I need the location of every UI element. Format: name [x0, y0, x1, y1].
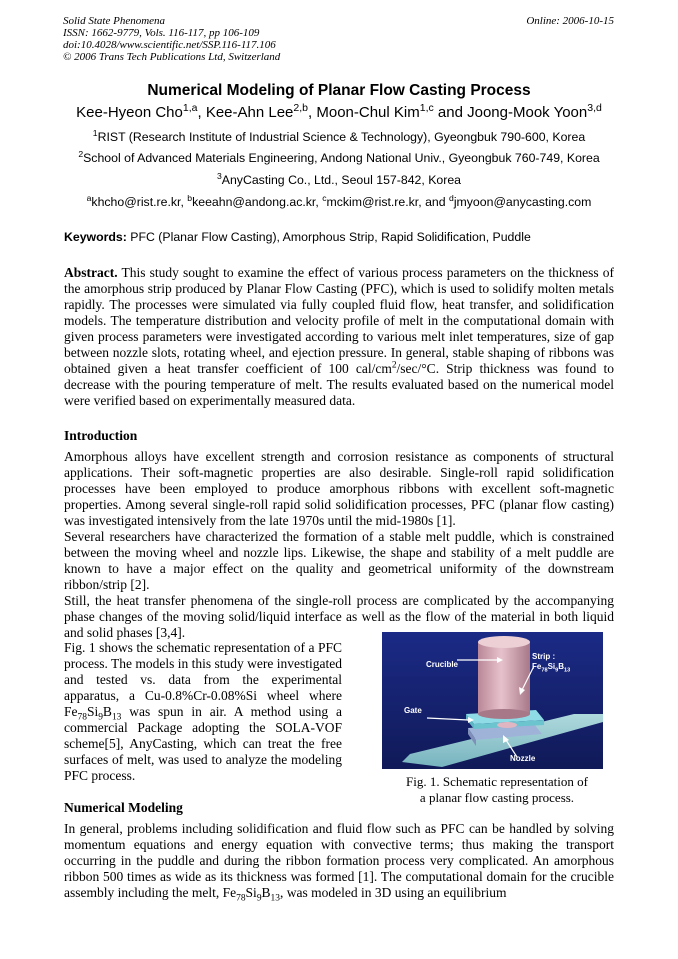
label-gate: Gate — [404, 706, 422, 715]
email-key: c — [322, 192, 327, 203]
text-run: Si — [547, 662, 556, 671]
email-separator: , and — [418, 195, 450, 209]
email-address[interactable]: keeahn@andong.ac.kr — [192, 195, 316, 209]
paragraph: Several researchers have characterized the formation of a stable melt puddle, which is constrained between the moving wheel and nozzle lips. Likewise, the shape and stability of a melt puddle are known to have a major effect on the quality and geometrical uniformity of the downstream ribbon/strip [2]. — [64, 529, 614, 592]
journal-name: Solid State Phenomena — [63, 15, 166, 27]
text-run: Fig. 1 shows the schematic representation of a PFC process. The models in this study were investigated and tested vs. data from the experimental apparatus, a Cu-0.8%Cr-0.08%Si wheel where Fe — [64, 640, 342, 719]
email-list — [0, 192, 678, 209]
affiliation-number: 2 — [78, 148, 84, 159]
email-address[interactable]: jmyoon@anycasting.com — [453, 195, 592, 209]
figure-reference-paragraph — [64, 640, 342, 784]
subscript: 9 — [555, 667, 559, 674]
affiliation-text: AnyCasting Co., Ltd., Seoul 157-842, Korea — [221, 173, 462, 187]
paragraph: Amorphous alloys have excellent strength and corrosion resistance as components of structural applications. Their soft-magnetic properties are also desirable. Single-roll rapid solidification processes have been employed to produce amorphous ribbons with excellent soft-magnetic properties. Among several single-roll rapid solid solidification processes, PFC (planar flow casting) was investigated intensively from the late 1970s until the mid-1980s [1]. — [64, 449, 614, 528]
label-crucible: Crucible — [426, 660, 459, 669]
copyright-line: © 2006 Trans Tech Publications Ltd, Switzerland — [63, 51, 281, 63]
email-key: d — [449, 192, 454, 203]
author-name: Joong-Mook Yoon — [467, 104, 588, 121]
abstract-text-cont: /sec/°C. Strip thickness was found to decrease with the pouring temperature of melt. The results evaluated based on the numerical model were verified based on experimentally measured data. — [64, 361, 614, 408]
email-key: b — [187, 192, 193, 203]
text-run: , was modeled in 3D using an equilibrium — [279, 885, 507, 900]
affiliation — [0, 170, 678, 187]
figure-caption — [372, 774, 622, 806]
email-separator: , — [180, 195, 188, 209]
subscript: 9 — [256, 893, 262, 904]
keywords — [64, 230, 531, 244]
doi-line: doi:10.4028/www.scientific.net/SSP.116-117.106 — [63, 39, 276, 51]
label-strip-formula — [532, 662, 570, 672]
email-key: a — [86, 192, 92, 203]
author-name: Kee-Hyeon Cho — [76, 104, 183, 121]
affiliation-text: School of Advanced Materials Engineering, Andong National Univ., Gyeongbuk 760-749, Korea — [83, 151, 600, 165]
author-separator: and — [433, 104, 468, 121]
text-run: Si — [245, 885, 257, 900]
affiliation — [0, 127, 678, 144]
text-run: Si — [86, 704, 99, 719]
numerical-body — [64, 821, 614, 904]
author-affil-sup: 1,a — [182, 102, 198, 114]
author-affil-sup: 2,b — [293, 102, 309, 114]
subscript: 13 — [564, 667, 571, 674]
keywords-text: PFC (Planar Flow Casting), Amorphous Strip, Rapid Solidification, Puddle — [130, 230, 531, 244]
section-heading-introduction: Introduction — [64, 428, 138, 443]
text-run: B — [261, 885, 271, 900]
affiliation-text: RIST (Research Institute of Industrial Science & Technology), Gyeongbuk 790-600, Korea — [97, 130, 586, 144]
abstract — [64, 265, 614, 409]
author-affil-sup: 3,d — [587, 102, 602, 114]
abstract-label: Abstract. — [64, 265, 118, 280]
paper-title: Numerical Modeling of Planar Flow Casting Process — [147, 82, 531, 99]
intro-body — [64, 449, 614, 641]
subscript: 78 — [541, 667, 548, 674]
affiliation — [0, 148, 678, 165]
caption-line: Fig. 1. Schematic representation of — [406, 774, 588, 789]
text-run: B — [102, 704, 112, 719]
subscript: 9 — [98, 712, 103, 723]
email-separator: , — [315, 195, 323, 209]
label-nozzle: Nozzle — [510, 754, 536, 763]
text-run: In general, problems including solidification and fluid flow such as PFC can be handled by solving momentum equations and energy equation with convective terms; thus making the transport occurring in the puddle and during the ribbon formation process very complicated. An amorphous ribbon 500 times as wide as its thickness was formed [1]. The computational domain for the crucible assembly including the melt, Fe — [64, 821, 614, 900]
label-strip — [532, 652, 570, 672]
author-name: Kee-Ahn Lee — [205, 104, 294, 121]
email-address[interactable]: khcho@rist.re.kr — [91, 195, 181, 209]
caption-line: a planar flow casting process. — [419, 790, 575, 805]
issn-line: ISSN: 1662-9779, Vols. 116-117, pp 106-109 — [63, 27, 260, 39]
online-date: Online: 2006-10-15 — [526, 15, 614, 27]
author-name: Moon-Chul Kim — [316, 104, 420, 121]
affiliation-number: 3 — [216, 170, 222, 181]
abstract-text: This study sought to examine the effect of various process parameters on the thickness of the amorphous strip produced by Planar Flow Casting (PFC), which is used to solidify molten metals rapidly. The processes were simulated via fully coupled fluid flow, heat transfer, and solidification models. The temperature distribution and velocity profile of melt in the computational domain with given process parameters were investigated according to various melt inlet temperatures, size of gap between nozzle slots, rotating wheel, and ejection pressure. In general, stable shaping of ribbons was obtained given a heat transfer coefficient of 100 cal/cm — [64, 265, 614, 376]
author-separator: , — [308, 104, 317, 121]
text-run: was spun in air. A method using a commercial Package adopting the SOLA-VOF scheme[5], AnyCasting, which can treat the free surfaces of melt, was used to analyze the modeling PFC process. — [64, 704, 342, 783]
abstract-sup: 2 — [391, 360, 397, 371]
keywords-label: Keywords: — [64, 230, 127, 244]
paragraph: Still, the heat transfer phenomena of the single-roll process are complicated by the accompanying phase changes of the moving solid/liquid interface as well as the flow of the material in both liquid and solid phases [3,4]. — [64, 593, 614, 640]
subscript: 78 — [77, 712, 87, 723]
author-affil-sup: 1,c — [419, 102, 434, 114]
affiliation-number: 1 — [92, 127, 98, 138]
label-strip-title: Strip : — [532, 652, 556, 661]
figure-1 — [382, 632, 603, 769]
subscript: 13 — [270, 893, 280, 904]
section-heading-numerical-modeling: Numerical Modeling — [64, 800, 183, 815]
subscript: 13 — [111, 712, 122, 723]
text-run: Fe — [532, 662, 542, 671]
author-list — [0, 104, 678, 121]
email-address[interactable]: mckim@rist.re.kr — [326, 195, 419, 209]
author-separator: , — [197, 104, 206, 121]
subscript: 78 — [236, 893, 246, 904]
journal-header — [63, 15, 280, 63]
text-run: B — [558, 662, 565, 671]
